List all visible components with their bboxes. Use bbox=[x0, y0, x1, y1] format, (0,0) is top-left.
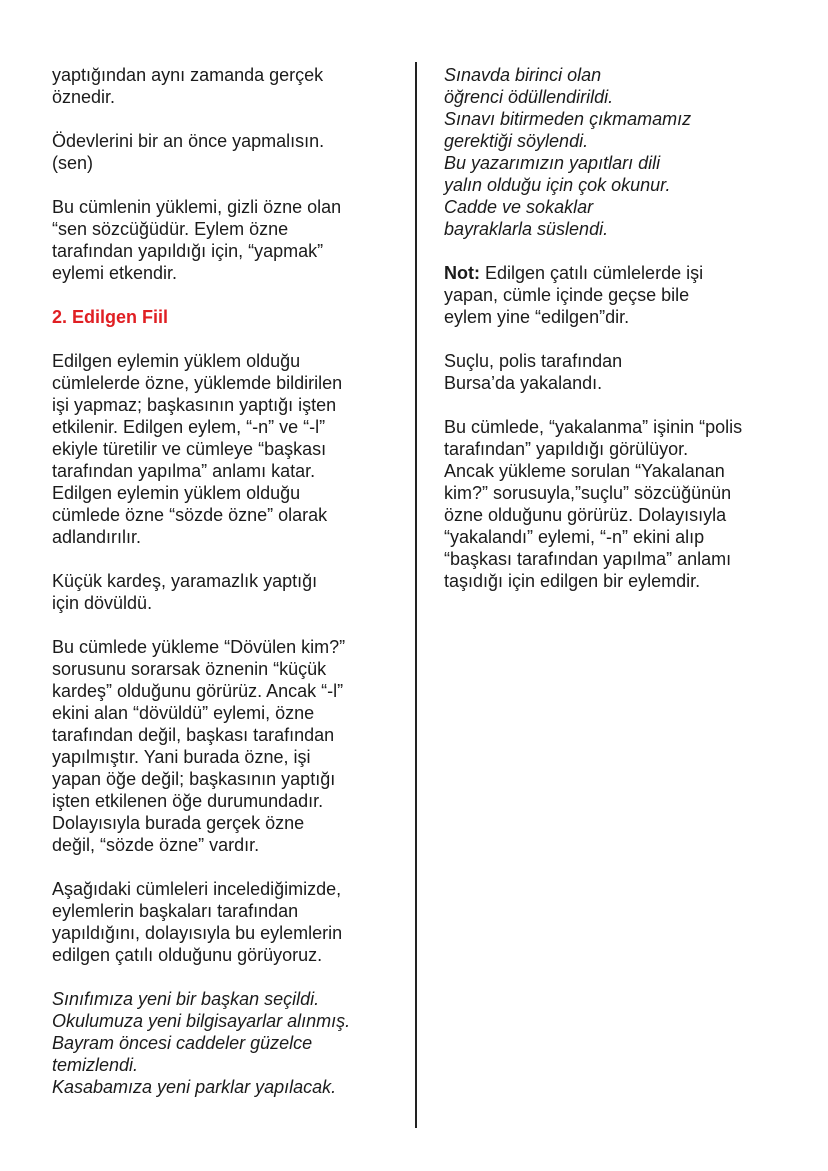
text-line: etkilenir. Edilgen eylem, “-n” ve “-l” bbox=[52, 417, 326, 437]
left-column bbox=[52, 64, 412, 1098]
text-line: cümlede özne “sözde özne” olarak bbox=[52, 505, 328, 525]
section-heading bbox=[52, 306, 412, 328]
text-line: Bursa’da yakalandı. bbox=[444, 373, 603, 393]
text-line: edilgen çatılı olduğunu görüyoruz. bbox=[52, 945, 323, 965]
text-line: taşıdığı için edilgen bir eylemdir. bbox=[444, 571, 701, 591]
text-line: Suçlu, polis tarafından bbox=[444, 351, 623, 371]
text-line: tarafından yapıldığı için, “yapmak” bbox=[52, 241, 324, 261]
text-line: yapıldığını, dolayısıyla bu eylemlerin bbox=[52, 923, 343, 943]
right-column bbox=[444, 64, 820, 592]
text-line: Dolayısıyla burada gerçek özne bbox=[52, 813, 305, 833]
text-line: Sınavı bitirmeden çıkmamamız bbox=[444, 109, 692, 129]
text-line: özne olduğunu görürüz. Dolayısıyla bbox=[444, 505, 727, 525]
paragraph bbox=[52, 878, 412, 966]
text-line bbox=[444, 262, 820, 284]
paragraph bbox=[52, 64, 412, 108]
text-line: tarafından” yapıldığı görülüyor. bbox=[444, 439, 689, 459]
text-line: işten etkilenen öğe durumundadır. bbox=[52, 791, 324, 811]
text-line: kardeş” olduğunu görürüz. Ancak “-l” bbox=[52, 681, 344, 701]
text-line: eylem yine “edilgen”dir. bbox=[444, 307, 630, 327]
text-line: Cadde ve sokaklar bbox=[444, 197, 594, 217]
text-line: ekini alan “dövüldü” eylemi, özne bbox=[52, 703, 315, 723]
text-line: “sen sözcüğüdür. Eylem özne bbox=[52, 219, 289, 239]
text-line: cümlelerde özne, yüklemde bildirilen bbox=[52, 373, 343, 393]
text-line: Kasabamıza yeni parklar yapılacak. bbox=[52, 1077, 337, 1097]
paragraph bbox=[52, 350, 412, 548]
text-line: Sınavda birinci olan bbox=[444, 65, 602, 85]
text-line: Küçük kardeş, yaramazlık yaptığı bbox=[52, 571, 318, 591]
text-line: bayraklarla süslendi. bbox=[444, 219, 609, 239]
text-line: değil, “sözde özne” vardır. bbox=[52, 835, 260, 855]
text-line: yalın olduğu için çok okunur. bbox=[444, 175, 671, 195]
text-line: Edilgen eylemin yüklem olduğu bbox=[52, 351, 301, 371]
text-line: Bu cümlenin yüklemi, gizli özne olan bbox=[52, 197, 342, 217]
text-line: ekiyle türetilir ve cümleye “başkası bbox=[52, 439, 327, 459]
text-line: yapan, cümle içinde geçse bile bbox=[444, 285, 690, 305]
text-line: tarafından değil, başkası tarafından bbox=[52, 725, 335, 745]
text-line: Aşağıdaki cümleleri incelediğimizde, bbox=[52, 879, 342, 899]
paragraph bbox=[52, 130, 412, 174]
text-line: işi yapmaz; başkasının yaptığı işten bbox=[52, 395, 337, 415]
text-line: öğrenci ödüllendirildi. bbox=[444, 87, 614, 107]
paragraph bbox=[52, 636, 412, 856]
text-line: Bayram öncesi caddeler güzelce bbox=[52, 1033, 313, 1053]
text-line: Edilgen eylemin yüklem olduğu bbox=[52, 483, 301, 503]
paragraph bbox=[52, 570, 412, 614]
text-line: kim?” sorusuyla,”suçlu” sözcüğünün bbox=[444, 483, 732, 503]
paragraph bbox=[52, 988, 412, 1098]
text-line: için dövüldü. bbox=[52, 593, 153, 613]
text-line: temizlendi. bbox=[52, 1055, 139, 1075]
text-line: Bu cümlede yükleme “Dövülen kim?” bbox=[52, 637, 346, 657]
text-line: 2. Edilgen Fiil bbox=[52, 307, 169, 327]
text-run: Edilgen çatılı cümlelerde işi bbox=[479, 263, 704, 283]
text-line: adlandırılır. bbox=[52, 527, 142, 547]
text-line: Bu yazarımızın yapıtları dili bbox=[444, 153, 661, 173]
text-line: Ancak yükleme sorulan “Yakalanan bbox=[444, 461, 725, 481]
text-line: yapan öğe değil; başkasının yaptığı bbox=[52, 769, 336, 789]
paragraph bbox=[444, 64, 820, 240]
text-line: yapılmıştır. Yani burada özne, işi bbox=[52, 747, 311, 767]
text-line: “başkası tarafından yapılma” anlamı bbox=[444, 549, 732, 569]
text-line: Sınıfımıza yeni bir başkan seçildi. bbox=[52, 989, 320, 1009]
paragraph bbox=[444, 416, 820, 592]
column-divider-line bbox=[415, 62, 417, 1128]
text-line: tarafından yapılma” anlamı katar. bbox=[52, 461, 316, 481]
paragraph bbox=[444, 262, 820, 328]
text-line: sorusunu sorarsak öznenin “küçük bbox=[52, 659, 327, 679]
text-line: öznedir. bbox=[52, 87, 116, 107]
text-line: eylemlerin başkaları tarafından bbox=[52, 901, 299, 921]
text-line: eylemi etkendir. bbox=[52, 263, 178, 283]
text-line: Ödevlerini bir an önce yapmalısın. bbox=[52, 131, 325, 151]
note-label: Not: bbox=[444, 263, 480, 283]
text-line: yaptığından aynı zamanda gerçek bbox=[52, 65, 324, 85]
text-line: Bu cümlede, “yakalanma” işinin “polis bbox=[444, 417, 743, 437]
paragraph bbox=[444, 350, 820, 394]
text-line: Okulumuza yeni bilgisayarlar alınmış. bbox=[52, 1011, 351, 1031]
text-line: gerektiği söylendi. bbox=[444, 131, 589, 151]
paragraph bbox=[52, 196, 412, 284]
text-line: “yakalandı” eylemi, “-n” ekini alıp bbox=[444, 527, 705, 547]
text-line: (sen) bbox=[52, 153, 94, 173]
